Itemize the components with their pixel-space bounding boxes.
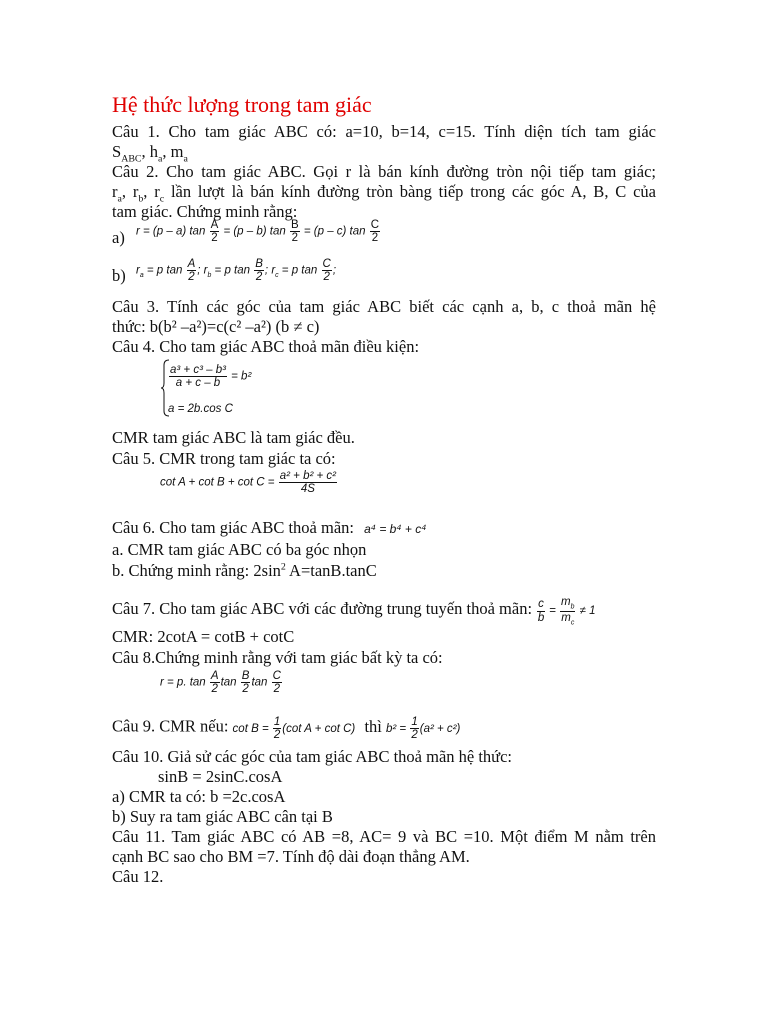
q4-conclusion: CMR tam giác ABC là tam giác đều. — [112, 428, 355, 447]
q10-b: b) Suy ra tam giác ABC cân tại B — [112, 807, 333, 826]
q2-line2: $r_a$, $r_b$, $r_c$ lần lượt là bán kính đường tròn bàng tiếp trong các góc A, B, C của — [112, 182, 656, 205]
q11-line2: cạnh BC sao cho BM =7. Tính độ dài đoạn thẳng AM. — [112, 847, 470, 866]
q3-line1: Câu 3. Tính các góc của tam giác ABC biết các cạnh a, b, c thoả mãn hệ — [112, 297, 656, 316]
q1-line1: Câu 1. Cho tam giác ABC có: a=10, b=14, c=15. Tính diện tích tam giác — [112, 122, 656, 141]
q9-formula-1: cot B = $\frac{1}{2}$ (cot A + cot C) — [232, 716, 356, 742]
q10-line2: sinB = 2sinC.cosA — [158, 767, 283, 786]
q5-line1: Câu 5. CMR trong tam giác ta có: — [112, 449, 336, 468]
q2-line3: tam giác. Chứng minh rằng: — [112, 202, 298, 221]
q10-line1: Câu 10. Giả sử các góc của tam giác ABC thoả mãn hệ thức: — [112, 747, 513, 766]
q7-line1: Câu 7. Cho tam giác ABC với các đường trung tuyến thoả mãn: $\frac{c}{b}$ = $\frac{m_b}{m_c}$ ≠ 1 — [112, 596, 596, 626]
q11-line1: Câu 11. Tam giác ABC có AB =8, AC= 9 và BC =10. Một điểm M nằm trên — [112, 827, 656, 846]
q3-line2: thức: b(b² –a²)=c(c² –a²) (b ≠ c) — [112, 317, 320, 336]
q2-a-label: a) — [112, 228, 125, 247]
q8-line1: Câu 8.Chứng minh rằng với tam giác bất kỳ ta có: — [112, 648, 443, 667]
q2-line1: Câu 2. Cho tam giác ABC. Gọi r là bán kính đường tròn nội tiếp tam giác; — [112, 162, 656, 181]
q9-formula-2: b² = $\frac{1}{2}$ (a² + c²) — [386, 716, 461, 742]
q2-formula-a: r = (p – a) tan $\frac{A}{2}$ = (p – b) tan $\frac{B}{2}$ = (p – c) tan $\frac{C}{2}$ — [136, 219, 380, 245]
q8-formula: r = p. tan $\frac{A}{2}$ tan $\frac{B}{2}$ tan $\frac{C}{2}$ — [160, 670, 281, 696]
q6-line1: Câu 6. Cho tam giác ABC thoả mãn: a⁴ = b⁴ + c⁴ — [112, 518, 427, 537]
q2-b-label: b) — [112, 266, 126, 285]
q9-line1: Câu 9. CMR nếu: cot B = $\frac{1}{2}$ (cot A + cot C) thì b² = $\frac{1}{2}$ (a² + c²) — [112, 716, 461, 742]
q7-cmr: CMR: 2cotA = cotB + cotC — [112, 627, 295, 646]
q1-line2: $S_{ABC}$, $h_a$, $m_a$ — [112, 142, 188, 165]
q6-b: b. Chứng minh rằng: $2\sin^2$ A=tanB.tanC — [112, 561, 377, 580]
q6-a: a. CMR tam giác ABC có ba góc nhọn — [112, 540, 367, 559]
q5-formula: cot A + cot B + cot C = $\frac{\text{a² + b² + c²}}{4S}$ — [160, 470, 336, 496]
q12-line1: Câu 12. — [112, 867, 164, 886]
q7-formula: $\frac{c}{b}$ = $\frac{m_b}{m_c}$ ≠ 1 — [537, 596, 596, 626]
page-title: Hệ thức lượng trong tam giác — [112, 92, 372, 117]
q4-equation-1: $\frac{\text{a³ + c³ – b³}}{a + c - b}$ = b² — [170, 364, 252, 390]
q2-formula-b: $r_a = p$ tan $\frac{A}{2}$ ; $r_b = p$ tan $\frac{B}{2}$ ; $r_c = p$ tan $\frac{C}{2}$ ; — [136, 258, 337, 284]
q4-equation-2: a = 2b.cos C — [168, 403, 233, 415]
q4-line1: Câu 4. Cho tam giác ABC thoả mãn điều kiện: — [112, 337, 420, 356]
q10-a: a) CMR ta có: b =2c.cosA — [112, 787, 286, 806]
q6-formula: a⁴ = b⁴ + c⁴ — [364, 522, 427, 536]
